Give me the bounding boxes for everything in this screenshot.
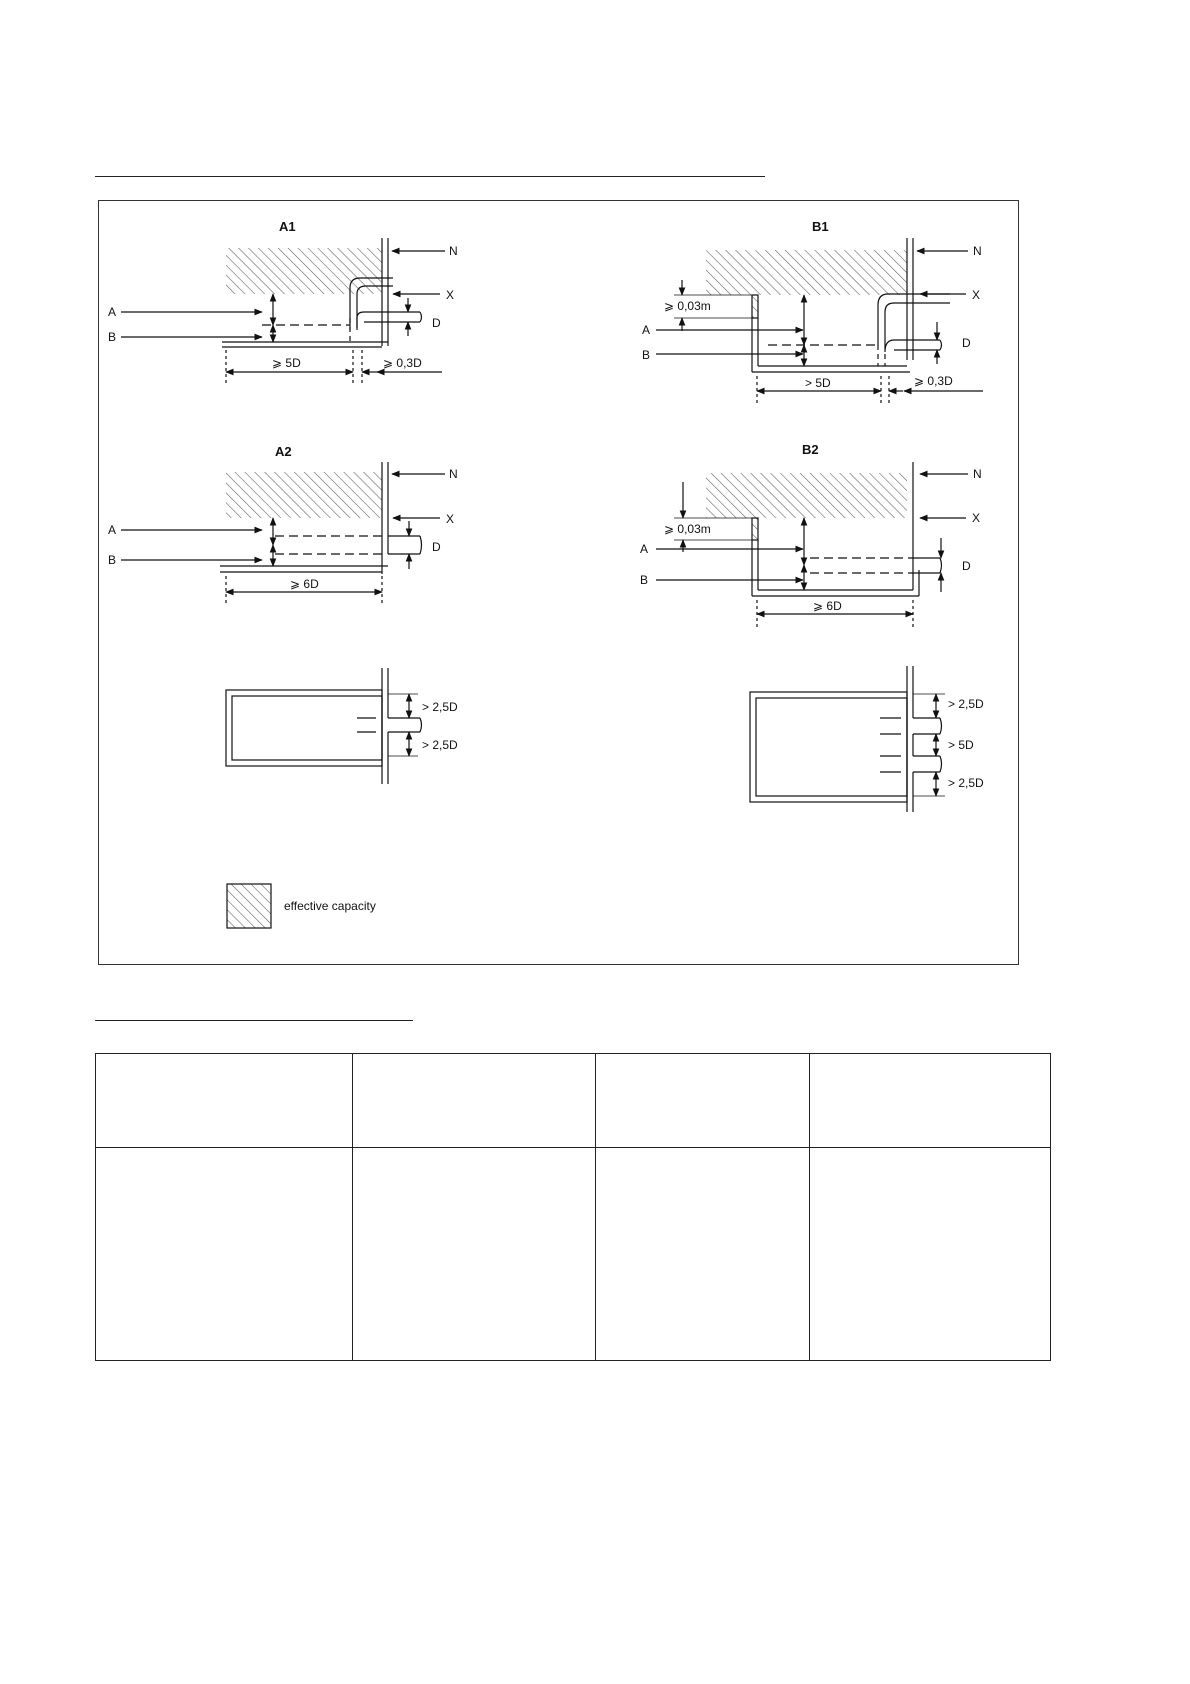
label-a-a2: A	[108, 523, 117, 537]
table-cell	[810, 1148, 1051, 1361]
label-n-a1: N	[449, 244, 458, 258]
panel-title-b1: B1	[812, 219, 829, 234]
label-d-a1: D	[432, 316, 441, 330]
label-n-b2: N	[973, 467, 982, 481]
panel-a2	[121, 462, 445, 605]
label-b-b1: B	[642, 348, 651, 362]
label-n-b1: N	[973, 244, 982, 258]
section-rule	[95, 1020, 413, 1021]
label-b-a2: B	[108, 553, 117, 567]
label-a-a1: A	[108, 305, 117, 319]
dim-plan-single-top: > 2,5D	[422, 700, 458, 714]
effective-capacity-hatch	[706, 473, 907, 518]
table-cell	[96, 1054, 353, 1148]
label-d-b1: D	[962, 336, 971, 350]
dim-plan-single-bottom: > 2,5D	[422, 738, 458, 752]
dim-length-a1: ⩾ 5D	[272, 356, 301, 370]
dim-length-b1: > 5D	[805, 376, 831, 390]
table-cell	[353, 1054, 596, 1148]
dim-offset-b1: ⩾ 0,3D	[914, 374, 953, 388]
dim-gap-b1: ⩾ 0,03m	[664, 299, 711, 313]
label-n-a2: N	[449, 467, 458, 481]
plan-single-outlet	[226, 668, 422, 784]
dim-length-a2: ⩾ 6D	[290, 577, 319, 591]
label-x-b2: X	[972, 511, 981, 525]
table-row	[96, 1054, 1051, 1148]
data-table	[95, 1053, 1051, 1361]
table-cell	[810, 1054, 1051, 1148]
effective-capacity-hatch	[706, 250, 907, 295]
table-cell	[596, 1054, 810, 1148]
label-x-a2: X	[446, 512, 455, 526]
label-x-b1: X	[972, 288, 981, 302]
label-a-b2: A	[640, 542, 649, 556]
legend-hatch-swatch	[227, 884, 271, 928]
table-cell	[596, 1148, 810, 1361]
dim-plan-double-bottom: > 2,5D	[948, 776, 984, 790]
panel-b2	[656, 462, 968, 630]
legend-label: effective capacity	[284, 899, 376, 913]
panel-title-a2: A2	[275, 444, 292, 459]
label-b-a1: B	[108, 330, 117, 344]
label-d-b2: D	[962, 559, 971, 573]
panel-title-a1: A1	[279, 219, 296, 234]
dim-plan-double-middle: > 5D	[948, 738, 974, 752]
label-d-a2: D	[432, 540, 441, 554]
dim-offset-a1: ⩾ 0,3D	[383, 356, 422, 370]
table-cell	[96, 1148, 353, 1361]
table-row	[96, 1148, 1051, 1361]
table-cell	[353, 1148, 596, 1361]
label-a-b1: A	[642, 323, 651, 337]
label-b-b2: B	[640, 573, 649, 587]
effective-capacity-hatch	[226, 248, 382, 294]
dim-plan-double-top: > 2,5D	[948, 697, 984, 711]
effective-capacity-hatch	[226, 472, 382, 518]
panel-title-b2: B2	[802, 442, 819, 457]
dim-length-b2: ⩾ 6D	[813, 599, 842, 613]
label-x-a1: X	[446, 288, 455, 302]
plan-double-outlet	[750, 666, 945, 812]
dim-gap-b2: ⩾ 0,03m	[664, 522, 711, 536]
